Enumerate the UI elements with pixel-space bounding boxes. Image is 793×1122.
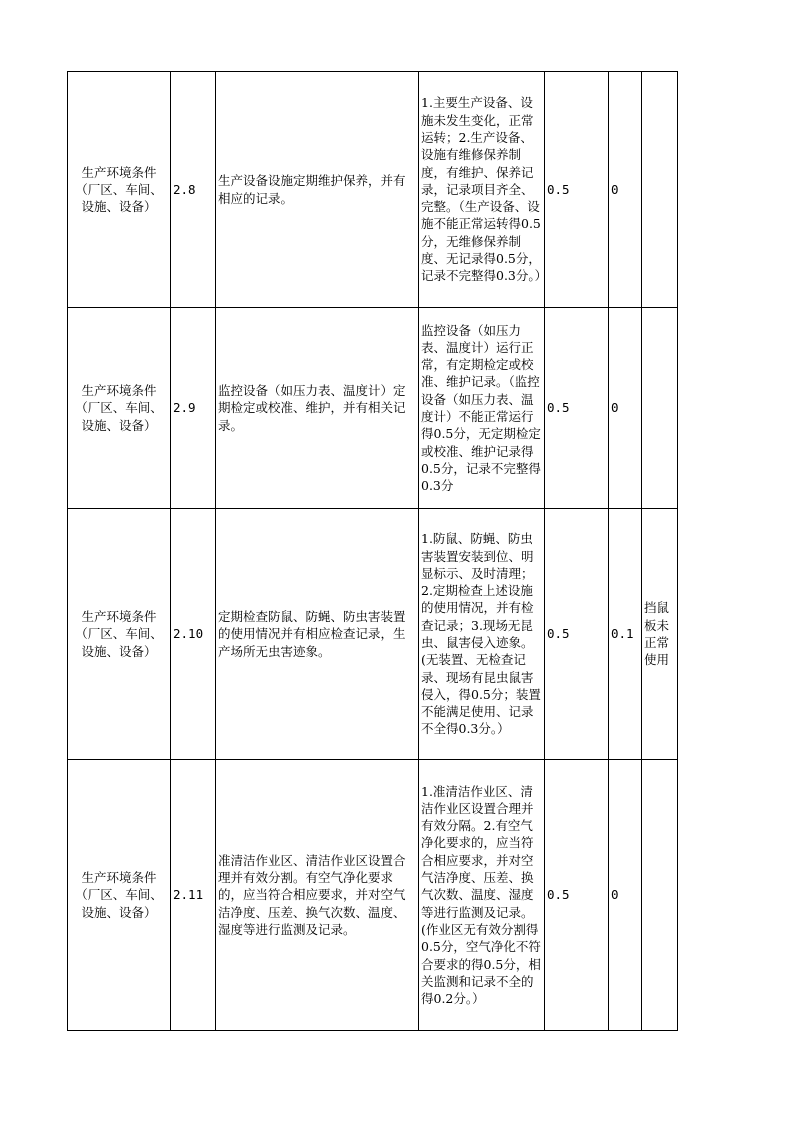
item-number-cell: 2.11: [171, 760, 216, 1031]
inspection-table: [67, 71, 678, 1031]
note-cell: 挡鼠板未正常使用: [642, 509, 678, 760]
score-cell: 0.5: [545, 509, 609, 760]
requirement-cell: 定期检查防鼠、防蝇、防虫害装置的使用情况并有相应检查记录，生产场所无虫害迹象。: [216, 509, 419, 760]
item-number-cell: 2.10: [171, 509, 216, 760]
scoring-standard-cell: 1.准清洁作业区、清洁作业区设置合理并有效分隔。2.有空气净化要求的，应当符合相应要求，并对空气洁净度、压差、换气次数、温度、湿度等进行监测及记录。(作业区无有效分割得0.5分，空气净化不符合要求的得0.5分，相关监测和记录不全的得0.2分。）: [419, 760, 545, 1031]
scoring-standard-cell: 监控设备（如压力表、温度计）运行正常，有定期检定或校准、维护记录。（监控设备（如压力表、温度计）不能正常运行得0.5分，无定期检定或校准、维护记录得0.5分，记录不完整得0.3分: [419, 308, 545, 509]
category-cell: 生产环境条件（厂区、车间、设施、设备）: [68, 72, 171, 308]
note-cell: [642, 308, 678, 509]
item-number-cell: 2.8: [171, 72, 216, 308]
category-cell: 生产环境条件（厂区、车间、设施、设备）: [68, 509, 171, 760]
deducted-cell: 0: [609, 308, 642, 509]
deducted-cell: 0: [609, 760, 642, 1031]
category-cell: 生产环境条件（厂区、车间、设施、设备）: [68, 760, 171, 1031]
item-number-cell: 2.9: [171, 308, 216, 509]
note-cell: [642, 760, 678, 1031]
scoring-standard-cell: 1.防鼠、防蝇、防虫害装置安装到位、明显标示、及时清理；2.定期检查上述设施的使用情况，并有检查记录；3.现场无昆虫、鼠害侵入迹象。(无装置、无检查记录、现场有昆虫鼠害侵入，得0.5分；装置不能满足使用、记录不全得0.3分。）: [419, 509, 545, 760]
table-row: [68, 72, 678, 308]
note-cell: [642, 72, 678, 308]
deducted-cell: 0: [609, 72, 642, 308]
requirement-cell: 监控设备（如压力表、温度计）定期检定或校准、维护，并有相关记录。: [216, 308, 419, 509]
table-row: [68, 308, 678, 509]
requirement-cell: 生产设备设施定期维护保养，并有相应的记录。: [216, 72, 419, 308]
table-row: [68, 509, 678, 760]
deducted-cell: 0.1: [609, 509, 642, 760]
table-row: [68, 760, 678, 1031]
category-cell: 生产环境条件（厂区、车间、设施、设备）: [68, 308, 171, 509]
scoring-standard-cell: 1.主要生产设备、设施未发生变化，正常运转；2.生产设备、设施有维修保养制度，有维护、保养记录，记录项目齐全、完整。（生产设备、设施不能正常运转得0.5分，无维修保养制度、无记录得0.5分，记录不完整得0.3分。）: [419, 72, 545, 308]
score-cell: 0.5: [545, 760, 609, 1031]
score-cell: 0.5: [545, 308, 609, 509]
score-cell: 0.5: [545, 72, 609, 308]
requirement-cell: 准清洁作业区、清洁作业区设置合理并有效分割。有空气净化要求的，应当符合相应要求，并对空气洁净度、压差、换气次数、温度、湿度等进行监测及记录。: [216, 760, 419, 1031]
